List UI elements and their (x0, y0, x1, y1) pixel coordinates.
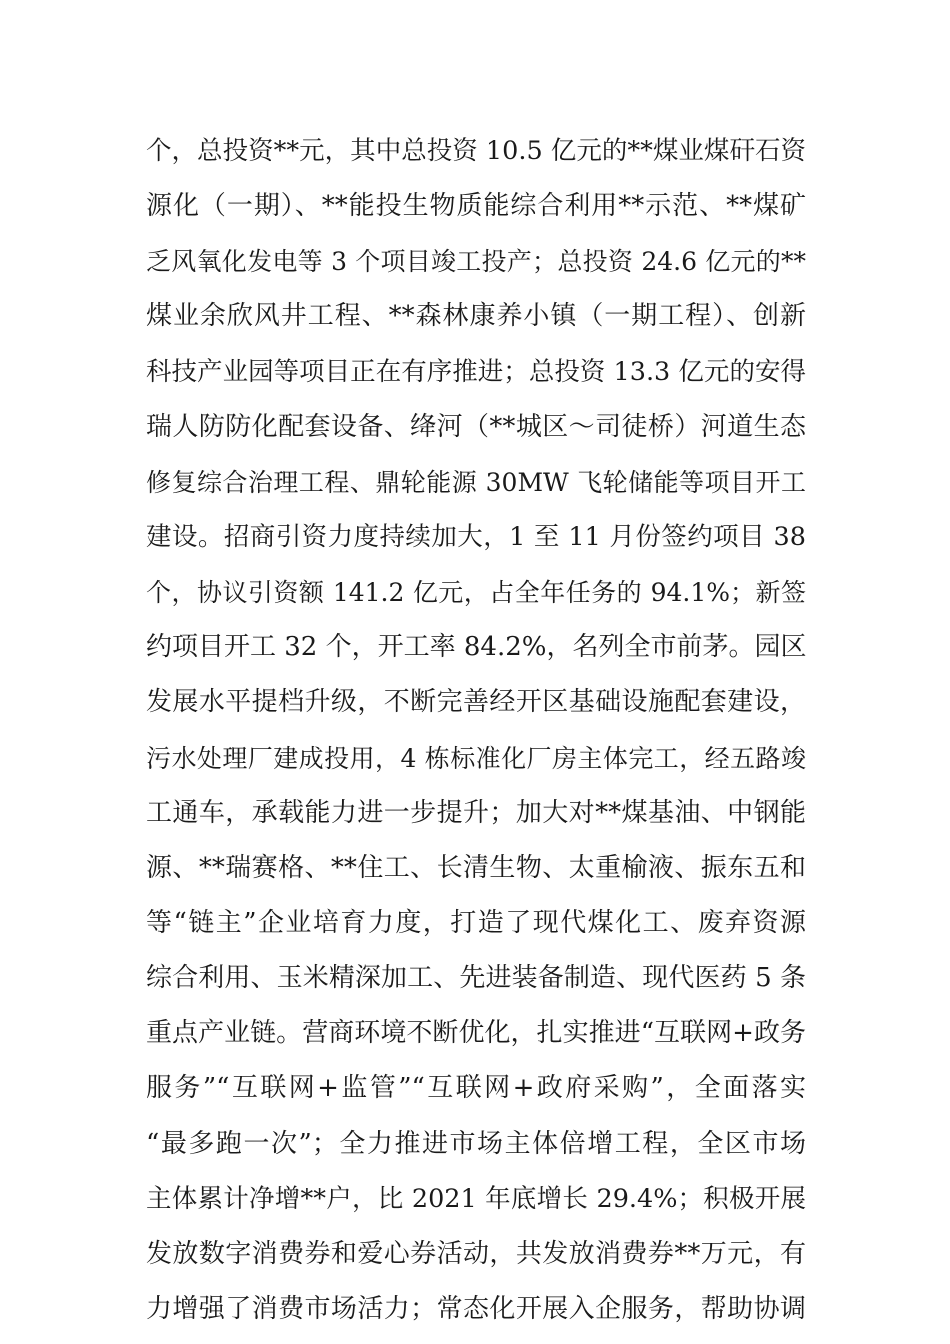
text-line: 等“链主”企业培育力度，打造了现代煤化工、废弃资源 (146, 907, 806, 938)
text-line: 乏风氧化发电等 3 个项目竣工投产；总投资 24.6 亿元的** (146, 247, 806, 277)
text-line: 污水处理厂建成投用，4 栋标准化厂房主体完工，经五路竣 (146, 743, 806, 773)
text-line: 重点产业链。营商环境不断优化，扎实推进“互联网+政务 (146, 1018, 806, 1049)
text-line: 工通车，承载能力进一步提升；加大对**煤基油、中钢能 (146, 797, 806, 828)
text-line: 发展水平提档升级，不断完善经开区基础设施配套建设， (146, 687, 806, 718)
text-line: 科技产业园等项目正在有序推进；总投资 13.3 亿元的安得 (146, 356, 806, 387)
text-line: “最多跑一次”；全力推进市场主体倍增工程，全区市场 (146, 1128, 806, 1159)
text-line: 个，协议引资额 141.2 亿元，占全年任务的 94.1%；新签 (146, 578, 806, 608)
text-line: 综合利用、玉米精深加工、先进装备制造、现代医药 5 条 (146, 963, 806, 994)
text-line: 主体累计净增**户，比 2021 年底增长 29.4%；积极开展 (146, 1183, 806, 1214)
text-line: 服务”“互联网+监管”“互联网+政府采购”，全面落实 (146, 1073, 806, 1104)
text-line: 源化（一期）、**能投生物质能综合利用**示范、**煤矿 (146, 191, 806, 222)
text-line: 个，总投资**元，其中总投资 10.5 亿元的**煤业煤矸石资 (146, 136, 806, 166)
text-line: 发放数字消费券和爱心券活动，共发放消费券**万元，有 (146, 1238, 806, 1269)
body-paragraph (146, 124, 806, 1337)
text-line: 瑞人防防化配套设备、绛河（**城区～司徒桥）河道生态 (146, 411, 806, 442)
text-line: 力增强了消费市场活力；常态化开展入企服务，帮助协调 (146, 1293, 806, 1324)
text-line: 源、**瑞赛格、**住工、长清生物、太重榆液、振东五和 (146, 852, 806, 883)
text-line: 修复综合治理工程、鼎轮能源 30MW 飞轮储能等项目开工 (146, 467, 806, 497)
text-line: 建设。招商引资力度持续加大，1 至 11 月份签约项目 38 (146, 521, 806, 552)
text-line: 约项目开工 32 个，开工率 84.2%，名列全市前茅。园区 (146, 632, 807, 663)
text-line: 煤业余欣风井工程、**森林康养小镇（一期工程）、创新 (146, 301, 806, 332)
